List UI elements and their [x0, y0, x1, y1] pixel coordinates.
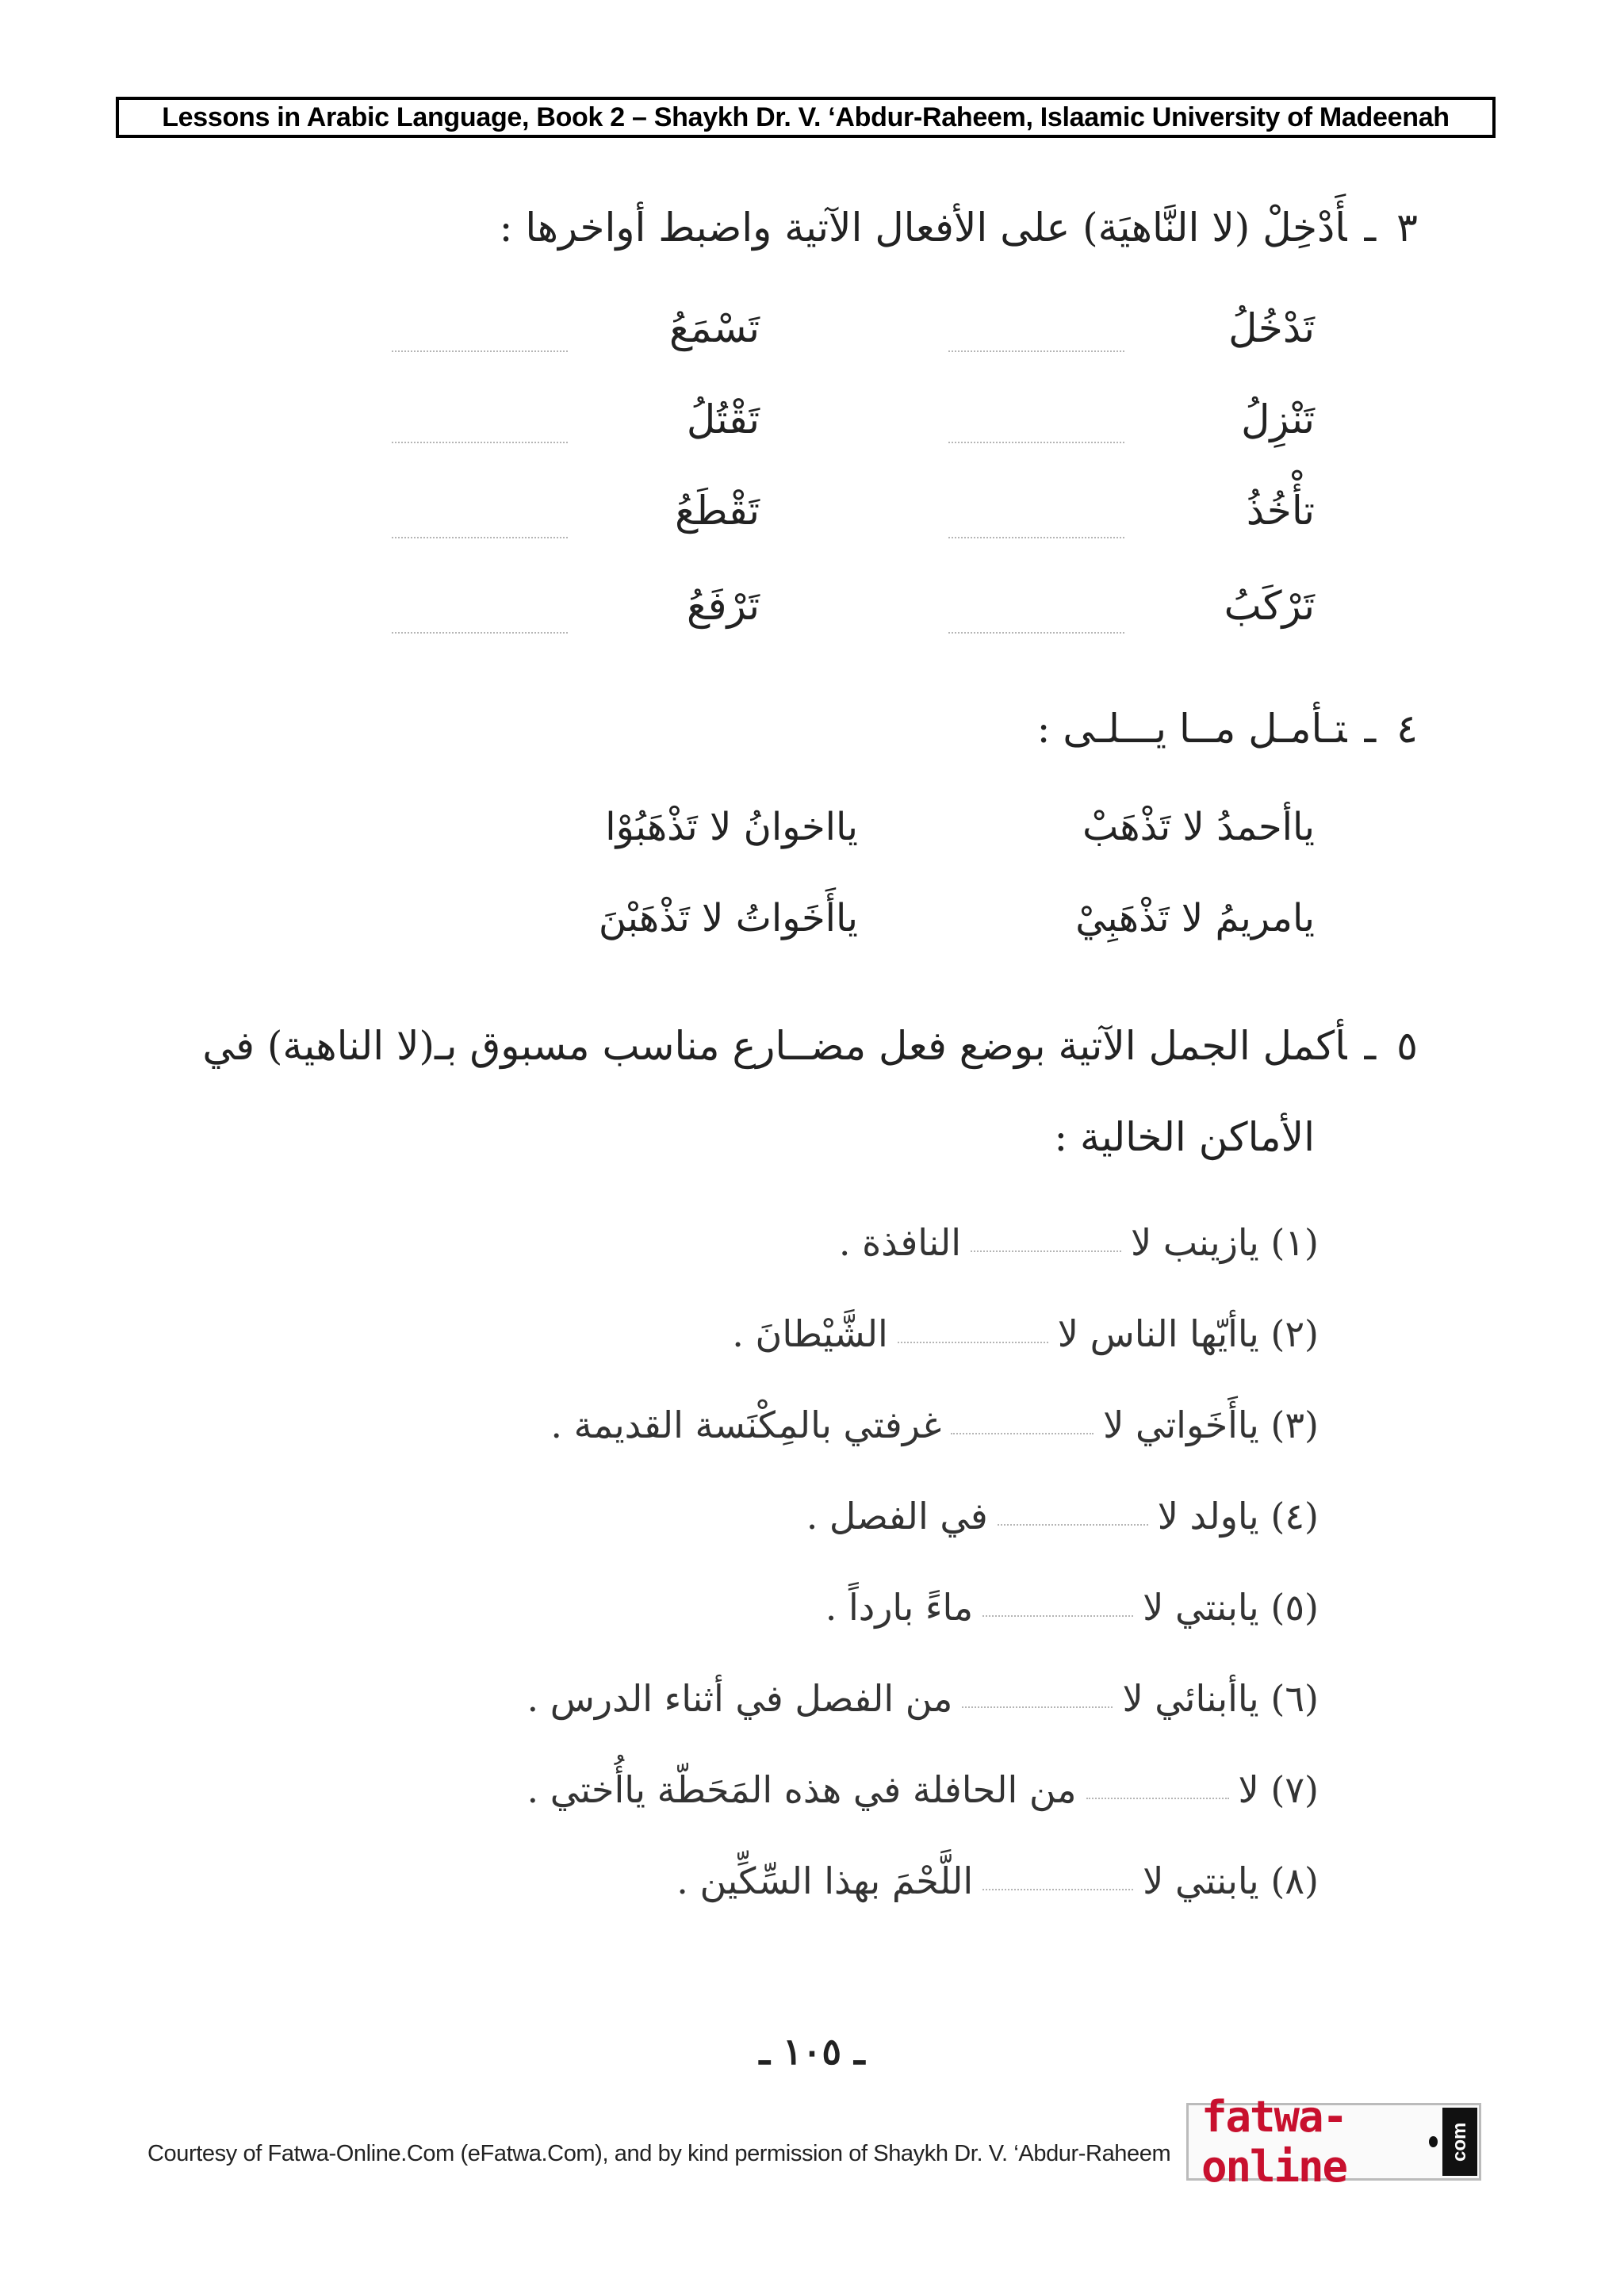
answer-line: [948, 632, 1124, 634]
exercise-5-number: ٥: [1396, 1023, 1418, 1069]
exercise-3-heading: [500, 205, 1418, 251]
sentence-number: (٣): [1270, 1404, 1319, 1446]
header-title: Lessons in Arabic Language, Book 2 – Shaykh Dr. V. ‘Abdur-Raheem, Islaamic University of Madeenah: [162, 101, 1450, 132]
answer-line: [948, 537, 1124, 538]
example-left-2: ياأَخَواتُ لا تَذْهَبْنَ: [598, 896, 858, 940]
sentence-number: (٥): [1270, 1586, 1319, 1629]
exercise-3-number: ٣: [1396, 205, 1418, 251]
logo-text: fatwa-online: [1201, 2092, 1347, 2192]
answer-blank: [998, 1524, 1148, 1526]
sentence-5: [825, 1586, 1319, 1629]
sentence-8: [676, 1859, 1319, 1902]
sentence-before: ياأبنائي لا: [1122, 1677, 1259, 1720]
sentence-2: [732, 1312, 1319, 1355]
exercise-5-instruction-line1: أكمل الجمل الآتية بوضع فعل مضــارع مناسب مسبوق بـ(لا الناهية) في: [202, 1023, 1347, 1069]
exercise-5-dash: ـ: [1364, 1023, 1377, 1069]
sentence-before: يازينب لا: [1131, 1221, 1259, 1264]
example-left-1: يااخوانُ لا تَذْهَبُوْا: [605, 805, 858, 849]
verb-left-1: تَسْمَعُ: [668, 305, 760, 351]
sentence-before: ياأَخَواتي لا: [1103, 1404, 1259, 1446]
sentence-after: الشَّيْطانَ .: [732, 1312, 888, 1355]
verb-right-4: تَرْكَبُ: [1224, 583, 1315, 629]
answer-line: [392, 537, 568, 538]
answer-blank: [1086, 1798, 1229, 1799]
sentence-7: [527, 1768, 1319, 1811]
sentence-number: (٤): [1270, 1495, 1319, 1538]
exercise-4-instruction: تـأمـل مــا يـــلـى :: [1036, 706, 1347, 752]
sentence-1: [839, 1221, 1319, 1264]
verb-right-2: تَنْزِلُ: [1241, 396, 1315, 442]
exercise-5-heading: [202, 1023, 1418, 1069]
verb-left-3: تَقْطَعُ: [675, 488, 760, 534]
sentence-after: في الفصل .: [806, 1495, 988, 1538]
sentence-number: (٧): [1270, 1768, 1319, 1811]
exercise-5-instruction-line2: الأماكن الخالية :: [1054, 1114, 1315, 1160]
answer-blank: [971, 1250, 1121, 1252]
exercise-4-number: ٤: [1396, 706, 1418, 752]
exercise-4-dash: ـ: [1364, 706, 1377, 752]
verb-right-3: تأْخُذُ: [1246, 488, 1315, 534]
answer-line: [948, 350, 1124, 352]
answer-blank: [982, 1889, 1133, 1890]
sentence-number: (٨): [1270, 1859, 1319, 1902]
sentence-before: يابنتي لا: [1143, 1586, 1259, 1629]
sentence-number: (٦): [1270, 1677, 1319, 1720]
logo-dot-icon: [1429, 2136, 1438, 2147]
sentence-after: النافذة .: [838, 1221, 961, 1264]
sentence-before: ياأيّها الناس لا: [1057, 1312, 1259, 1355]
answer-line: [392, 632, 568, 634]
sentence-after: ماءً بارداً .: [825, 1586, 974, 1629]
sentence-6: [527, 1677, 1320, 1720]
answer-line: [392, 442, 568, 443]
exercise-3-instruction: أَدْخِلْ (لا النَّاهيَة) على الأفعال الآتية واضبط أواخرها :: [499, 205, 1347, 251]
logo-com-suffix: com: [1442, 2108, 1477, 2176]
sentence-3: [550, 1404, 1319, 1446]
sentence-after: من الفصل في أثناء الدرس .: [527, 1677, 953, 1720]
verb-right-1: تَدْخُلُ: [1228, 305, 1315, 351]
sentence-before: يابنتي لا: [1143, 1859, 1259, 1902]
sentence-4: [806, 1495, 1319, 1538]
page-number: ـ ١٠٥ ـ: [759, 2030, 865, 2073]
footer-courtesy: Courtesy of Fatwa-Online.Com (eFatwa.Com), and by kind permission of Shaykh Dr. V. ‘Abdur-Raheem: [147, 2141, 1171, 2166]
example-right-2: يامريمُ لا تَذْهَبِيْ: [1075, 896, 1315, 940]
fatwa-online-logo[interactable]: [1186, 2092, 1481, 2192]
sentence-before: لا: [1238, 1768, 1259, 1811]
verb-left-4: تَرْفَعُ: [686, 583, 760, 629]
exercise-4-heading: [1037, 706, 1418, 752]
verb-left-2: تَقْتُلُ: [686, 396, 760, 442]
document-header: [116, 97, 1496, 138]
answer-blank: [898, 1342, 1048, 1343]
answer-line: [948, 442, 1124, 443]
sentence-after: من الحافلة في هذه المَحَطّة ياأُختي .: [527, 1768, 1077, 1811]
example-right-1: ياأحمدُ لا تَذْهَبْ: [1082, 805, 1315, 849]
sentence-before: ياولد لا: [1157, 1495, 1259, 1538]
answer-blank: [982, 1615, 1133, 1617]
answer-line: [392, 350, 568, 352]
answer-blank: [962, 1706, 1113, 1708]
sentence-after: غرفتي بالمِكْنَسة القديمة .: [550, 1404, 942, 1446]
sentence-number: (١): [1270, 1221, 1319, 1264]
answer-blank: [951, 1433, 1094, 1434]
exercise-3-dash: ـ: [1364, 205, 1377, 251]
sentence-number: (٢): [1270, 1312, 1319, 1355]
sentence-after: اللَّحْمَ بهذا السِّكِّين .: [676, 1859, 974, 1902]
